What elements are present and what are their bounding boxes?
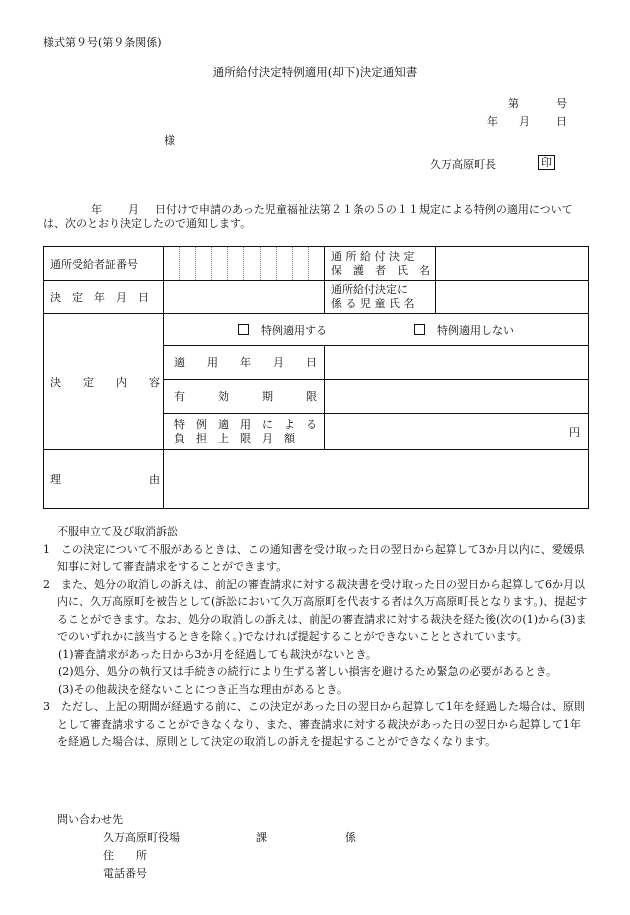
option-apply-label: 特例適用する xyxy=(261,323,327,337)
reason-label: 理 由 xyxy=(44,450,164,509)
notice-sub-1: (1)審査請求があった日から3か月を経過しても裁決がないとき。 xyxy=(58,647,378,661)
addressee-suffix: 様 xyxy=(164,134,175,147)
contact-kakari: 係 xyxy=(345,831,356,844)
seal-mark xyxy=(538,155,555,170)
option-not-apply-label: 特例適用しない xyxy=(437,323,514,337)
child-name-label xyxy=(325,281,436,314)
monthly-limit-label xyxy=(164,414,325,450)
intro-paragraph xyxy=(43,203,588,231)
special-application-options xyxy=(164,314,589,346)
checkbox-not-apply[interactable] xyxy=(414,324,425,335)
recipient-number-label: 通所受給者証番号 xyxy=(44,247,164,281)
intro-year: 年 xyxy=(91,203,102,216)
number-gou: 号 xyxy=(556,97,567,110)
contact-address: 住 所 xyxy=(103,849,147,862)
child-label-line1: 通所給付決定に xyxy=(331,283,408,296)
monthly-limit-value[interactable] xyxy=(325,414,589,450)
decision-table xyxy=(43,246,589,509)
document-title: 通所給付決定特例適用(却下)決定通知書 xyxy=(212,65,418,79)
decision-content-label: 決 定 内 容 xyxy=(44,314,164,450)
contact-office-row xyxy=(57,829,356,847)
guardian-name-value[interactable] xyxy=(436,247,589,281)
child-label-line2: 係 る 児 童 氏 名 xyxy=(331,297,415,310)
apply-date-value[interactable] xyxy=(325,346,589,380)
notice-sub-3: (3)その他裁決を経ないことにつき正当な理由があるとき。 xyxy=(58,682,348,696)
guardian-label-line1: 通 所 給 付 決 定 xyxy=(331,249,415,263)
contact-ka: 課 xyxy=(256,831,267,844)
recipient-number-cells[interactable] xyxy=(164,247,325,281)
reason-value[interactable] xyxy=(164,450,589,509)
intro-month: 月 xyxy=(128,203,139,216)
intro-text: 日付けで申請のあった児童福祉法第２１条の５の１１規定による特例の適用については、次のとおり決定したので通知します。 xyxy=(43,203,573,230)
contact-info xyxy=(57,811,356,883)
valid-period-value[interactable] xyxy=(325,380,589,414)
date-day: 日 xyxy=(556,115,567,128)
child-name-value[interactable] xyxy=(436,281,589,314)
option-not-apply[interactable] xyxy=(414,324,514,337)
guardian-label-line2: 保 護 者 氏 名 xyxy=(331,263,430,277)
notice-item-1: 1 この決定について不服があるときは、この通知書を受け取った日の翌日から起算して3か月以内に、愛媛県知事に対して審査請求をすることができます。 xyxy=(43,542,585,573)
contact-office: 久万高原町役場 xyxy=(103,831,180,844)
notice-heading: 不服申立て及び取消訴訟 xyxy=(57,525,178,538)
contact-heading: 問い合わせ先 xyxy=(57,813,123,826)
notice-item-3: 3 ただし、上記の期間が経過する前に、この決定があった日の翌日から起算して1年を経過した場合は、原則として審査請求することができなくなり、また、審査請求に対する裁決があった日の翌日から起算して1年を経過した場合は、原則として決定の取消しの訴えを提起することができなくなります。 xyxy=(43,700,585,748)
guardian-name-label xyxy=(325,247,436,281)
decision-date-value[interactable] xyxy=(164,281,325,314)
form-number: 様式第９号(第９条関係) xyxy=(43,36,162,49)
issuer-name: 久万高原町長 xyxy=(430,158,496,171)
valid-period-label: 有 効 期 限 xyxy=(164,380,325,414)
date-month: 月 xyxy=(519,115,530,128)
date-year: 年 xyxy=(487,115,498,128)
monthly-limit-line2: 負 担 上 限 月 額 xyxy=(174,431,295,445)
notice-sub-2: (2)処分、処分の執行又は手続きの続行により生ずる著しい損害を避けるため緊急の必要があるとき。 xyxy=(58,665,558,678)
decision-date-label: 決 定 年 月 日 xyxy=(44,281,164,314)
checkbox-apply[interactable] xyxy=(238,324,249,335)
yen-unit: 円 xyxy=(569,425,580,439)
monthly-limit-line1: 特 例 適 用 に よ る xyxy=(174,417,317,431)
number-dai: 第 xyxy=(508,97,519,110)
apply-date-label: 適 用 年 月 日 xyxy=(164,346,325,380)
appeal-notice xyxy=(43,523,591,751)
contact-phone: 電話番号 xyxy=(103,867,147,880)
seal-text: 印 xyxy=(538,155,555,170)
option-apply[interactable] xyxy=(238,324,327,337)
notice-item-2: 2 また、処分の取消しの訴えは、前記の審査請求に対する裁決書を受け取った日の翌日から起算して6か月以内に、久万高原町を被告として(訴訟において久万高原町を代表する者は久万高原町長となります。)、提起することができます。なお、処分の取消しの訴えは、前記の審査請求に対する裁決を経た後(次の(1)から(3)までのいずれかに該当するときを除く。)でなければ提起することができないこととされています。 xyxy=(43,577,588,643)
